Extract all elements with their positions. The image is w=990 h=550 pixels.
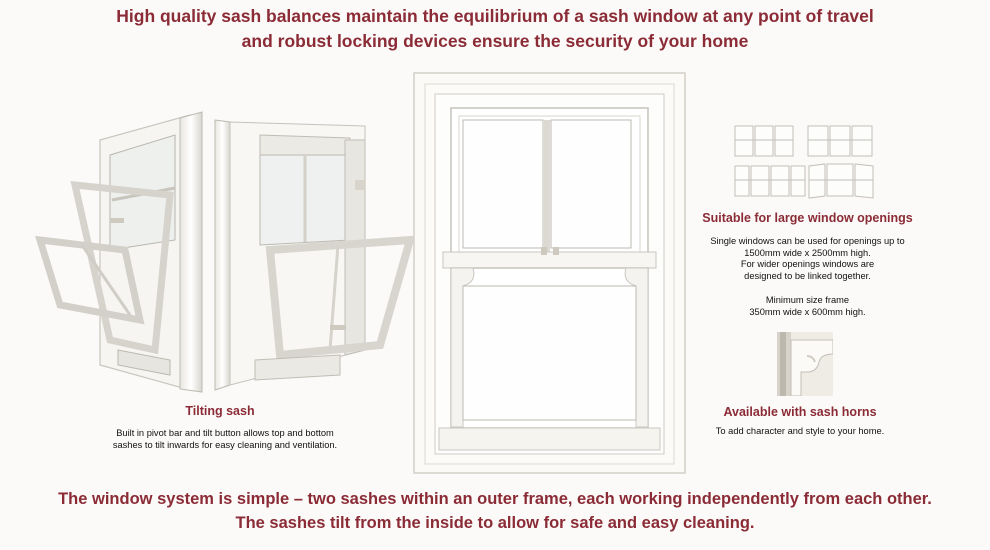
headline-bottom — [0, 487, 990, 535]
sash-horns-title: Available with sash horns — [723, 405, 877, 419]
sash-horns-description: To add character and style to your home. — [715, 426, 885, 436]
sash-horn-illustration — [777, 332, 833, 396]
large-openings-title: Suitable for large window openings — [702, 211, 913, 225]
tilting-sash-title: Tilting sash — [185, 404, 255, 418]
tilting-sash-illustration — [30, 100, 420, 400]
headline-bottom-line-1: The window system is simple – two sashes within an outer frame, each working independently from each other. — [58, 490, 932, 508]
window-configurations-illustration — [733, 124, 878, 204]
headline-bottom-line-2: The sashes tilt from the inside to allow for safe and easy cleaning. — [235, 514, 755, 532]
minimum-size-text: Minimum size frame 350mm wide x 600mm high. — [749, 295, 866, 317]
tilting-sash-description: Built in pivot bar and tilt button allows top and bottom sashes to tilt inwards for easy cleaning and ventilation. — [112, 428, 338, 450]
headline-top — [0, 4, 990, 54]
headline-top-line-1: High quality sash balances maintain the equilibrium of a sash window at any point of travel — [116, 6, 874, 26]
large-openings-description: Single windows can be used for openings up to 1500mm wide x 2500mm high. For wider openings windows are designed to be linked together. — [710, 236, 905, 281]
sash-window-illustration — [413, 72, 686, 474]
headline-top-line-2: and robust locking devices ensure the security of your home — [241, 31, 749, 51]
